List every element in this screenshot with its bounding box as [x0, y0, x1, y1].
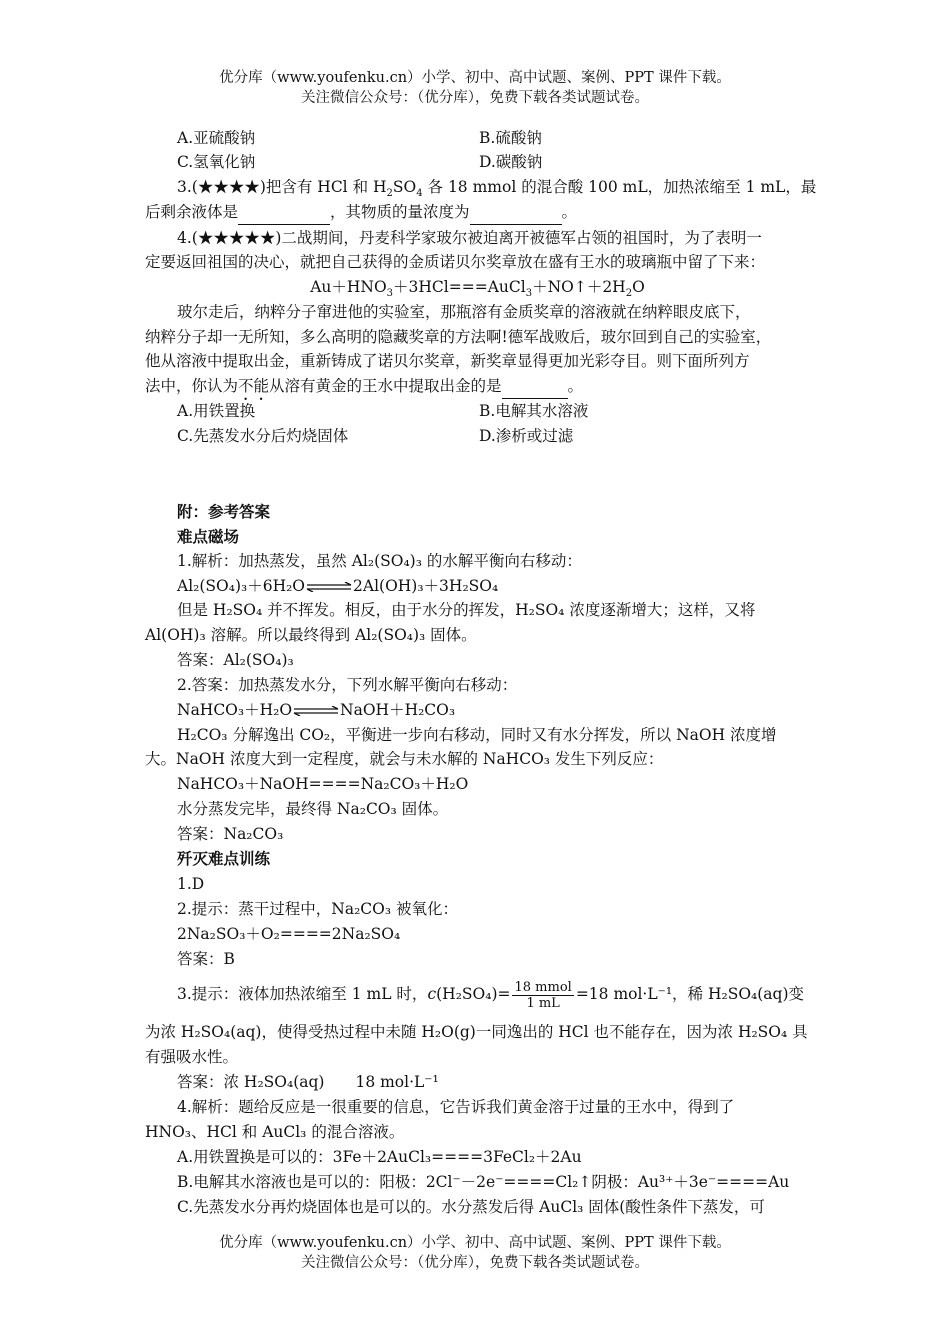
b3-text: 3.提示：液体加热浓缩至 1 mL 时， — [177, 985, 428, 1003]
header-line-2: 关注微信公众号：（优分库），免费下载各类试题试卷。 — [301, 90, 649, 106]
q2-option-d: D.碳酸钠 — [479, 153, 543, 171]
answer-2-equation — [177, 698, 810, 722]
section-heading-1: 难点磁场 — [177, 527, 240, 546]
answer-1-answer: 答案：Al₂(SO₄)₃ — [177, 651, 294, 669]
eq-text: ＋NO↑＋2H — [532, 278, 626, 296]
q4-options-row-1 — [177, 399, 810, 423]
training-answer-4-option-c: C.先蒸发水分再灼烧固体也是可以的。水分蒸发后得 AuCl₃ 固体(酸性条件下蒸发，可 — [177, 1198, 765, 1216]
q4-text: 从溶有黄金的王水中提取出金的是 — [269, 377, 502, 395]
answer-2-equation-2: NaHCO₃＋NaOH====Na₂CO₃＋H₂O — [177, 775, 469, 793]
eq-text: O — [632, 278, 645, 296]
equilibrium-arrow-icon — [293, 706, 339, 716]
q3-text: ，其物质的量浓度为 — [330, 203, 470, 221]
eq-sub: 3 — [386, 288, 394, 300]
training-answer-2-answer: 答案：B — [177, 950, 235, 968]
q2-option-a: A.亚硫酸钠 — [177, 129, 256, 147]
eq-text: ＋3HCl===AuCl — [393, 278, 526, 296]
q3-text: 。 — [561, 203, 578, 221]
q4-line-2: 定要返回祖国的决心，就把自己获得的金质诺贝尔奖章放在盛有王水的玻璃瓶中留了下来： — [145, 253, 766, 271]
q4-line-1: 4.(★★★★★)二战期间，丹麦科学家玻尔被迫离开被德军占领的祖国时，为了表明一 — [177, 229, 762, 247]
equilibrium-arrow-icon — [306, 582, 352, 592]
q4-answer-blank[interactable] — [502, 374, 568, 399]
training-answer-2-line-1: 2.提示：蒸干过程中，Na₂CO₃ 被氧化： — [177, 900, 459, 918]
answer-1-equation — [177, 574, 810, 598]
footer-line-1: 优分库（www.youfenku.cn）小学、初中、高中试题、案例、PPT 课件下载。 — [219, 1235, 731, 1251]
q3-answer-blank-1[interactable] — [238, 200, 330, 225]
eq-text: NaOH＋H₂CO₃ — [340, 701, 456, 719]
q4-paragraph-line-3: 他从溶液中提取出金，重新铸成了诺贝尔奖章，新奖章显得更加光彩夺目。则下面所列方 — [145, 352, 750, 370]
q4-text: 。 — [567, 377, 584, 395]
q4-paragraph-line-2: 纳粹分子却一无所知，多么高明的隐藏奖章的方法啊!德军战败后，玻尔回到自己的实验室， — [145, 328, 772, 346]
q3-text: 后剩余液体是 — [145, 203, 239, 221]
q3-sub: 4 — [416, 188, 423, 200]
fraction-numerator: 18 mmol — [514, 979, 572, 995]
q3-line-1 — [177, 175, 817, 200]
q3-text: SO — [392, 178, 417, 196]
training-answer-3-line-2: 为浓 H₂SO₄(aq)，使得受热过程中未随 H₂O(g)一同逸出的 HCl 也不能存在，因为浓 H₂SO₄ 具 — [145, 1023, 808, 1041]
answer-2-paragraph-1: H₂CO₃ 分解逸出 CO₂，平衡进一步向右移动，同时又有水分挥发，所以 NaOH 浓度增 — [177, 726, 777, 744]
eq-text: Al₂(SO₄)₃＋6H₂O — [177, 577, 306, 595]
training-answer-4-line-2: HNO₃、HCl 和 AuCl₃ 的混合溶液。 — [145, 1123, 405, 1141]
q3-text: 3.(★★★★)把含有 HCl 和 H — [177, 178, 387, 196]
eq-sub: 3 — [525, 288, 533, 300]
answer-1-paragraph-2: Al(OH)₃ 溶解。所以最终得到 Al₂(SO₄)₃ 固体。 — [145, 626, 477, 644]
q2-options-row-2 — [177, 150, 810, 174]
training-answer-4-option-b: B.电解其水溶液也是可以的：阳极：2Cl⁻－2e⁻====Cl₂↑阴极：Au³⁺＋3e⁻====Au — [177, 1173, 790, 1191]
training-answer-3-answer: 答案：浓 H₂SO₄(aq) 18 mol·L⁻¹ — [177, 1073, 439, 1091]
q4-emphasis-text: 不能 — [238, 377, 270, 395]
page-header — [0, 68, 950, 108]
b3-italic: c — [427, 985, 437, 1003]
answer-2-answer: 答案：Na₂CO₃ — [177, 825, 284, 843]
training-answer-4-option-a: A.用铁置换是可以的：3Fe＋2AuCl₃====3FeCl₂＋2Au — [177, 1148, 582, 1166]
q3-line-2 — [145, 200, 810, 225]
training-answer-4-line-1: 4.解析：题给反应是一很重要的信息，它告诉我们黄金溶于过量的王水中，得到了 — [177, 1098, 735, 1116]
q4-paragraph-line-1: 玻尔走后，纳粹分子窜进他的实验室，那瓶溶有金质奖章的溶液就在纳粹眼皮底下， — [177, 303, 751, 321]
training-answer-2-equation: 2Na₂SO₃＋O₂====2Na₂SO₄ — [177, 925, 401, 943]
q2-option-c: C.氢氧化钠 — [177, 153, 256, 171]
training-answer-3-line-1 — [177, 978, 810, 1011]
answer-1-paragraph-1: 但是 H₂SO₄ 并不挥发。相反，由于水分的挥发，H₂SO₄ 浓度逐渐增大；这样，又将 — [177, 601, 756, 619]
answer-2-paragraph-2: 大。NaOH 浓度大到一定程度，就会与未水解的 NaHCO₃ 发生下列反应： — [145, 750, 664, 768]
q4-text: 法中，你认为 — [145, 377, 239, 395]
b3-text: (H₂SO₄)= — [436, 985, 511, 1003]
page-footer — [0, 1233, 950, 1273]
q4-option-a: A.用铁置换 — [177, 402, 256, 420]
eq-text: Au＋HNO — [310, 278, 387, 296]
training-answer-3-line-3: 有强吸水性。 — [145, 1048, 239, 1066]
fraction-denominator: 1 mL — [526, 995, 560, 1011]
q3-text: 各 18 mmol 的混合酸 100 mL，加热浓缩至 1 mL，最 — [422, 178, 817, 196]
q4-options-row-2 — [177, 424, 810, 448]
answer-2-paragraph-3: 水分蒸发完毕，最终得 Na₂CO₃ 固体。 — [177, 800, 449, 818]
q3-answer-blank-2[interactable] — [470, 200, 562, 225]
concentration-fraction — [512, 980, 573, 1011]
eq-sub: 2 — [625, 288, 633, 300]
q4-option-c: C.先蒸发水分后灼烧固体 — [177, 427, 349, 445]
eq-text: 2Al(OH)₃＋3H₂SO₄ — [353, 577, 499, 595]
footer-line-2: 关注微信公众号：（优分库），免费下载各类试题试卷。 — [301, 1255, 649, 1271]
answer-1-line-1: 1.解析：加热蒸发，虽然 Al₂(SO₄)₃ 的水解平衡向右移动： — [177, 552, 582, 570]
appendix-title: 附：参考答案 — [177, 502, 271, 521]
training-answer-1: 1.D — [177, 875, 205, 893]
answer-2-line-1: 2.答案：加热蒸发水分，下列水解平衡向右移动： — [177, 676, 518, 694]
q4-option-b: B.电解其水溶液 — [479, 402, 589, 420]
header-line-1: 优分库（www.youfenku.cn）小学、初中、高中试题、案例、PPT 课件下载。 — [219, 70, 731, 86]
eq-text: NaHCO₃＋H₂O — [177, 701, 293, 719]
q3-sub: 2 — [386, 188, 393, 200]
q2-options-row-1 — [177, 126, 810, 150]
q4-option-d: D.渗析或过滤 — [479, 427, 574, 445]
section-heading-2: 歼灭难点训练 — [177, 849, 271, 868]
q2-option-b: B.硫酸钠 — [479, 129, 542, 147]
q4-equation — [145, 275, 810, 299]
b3-text: =18 mol·L⁻¹，稀 H₂SO₄(aq)变 — [575, 985, 805, 1003]
